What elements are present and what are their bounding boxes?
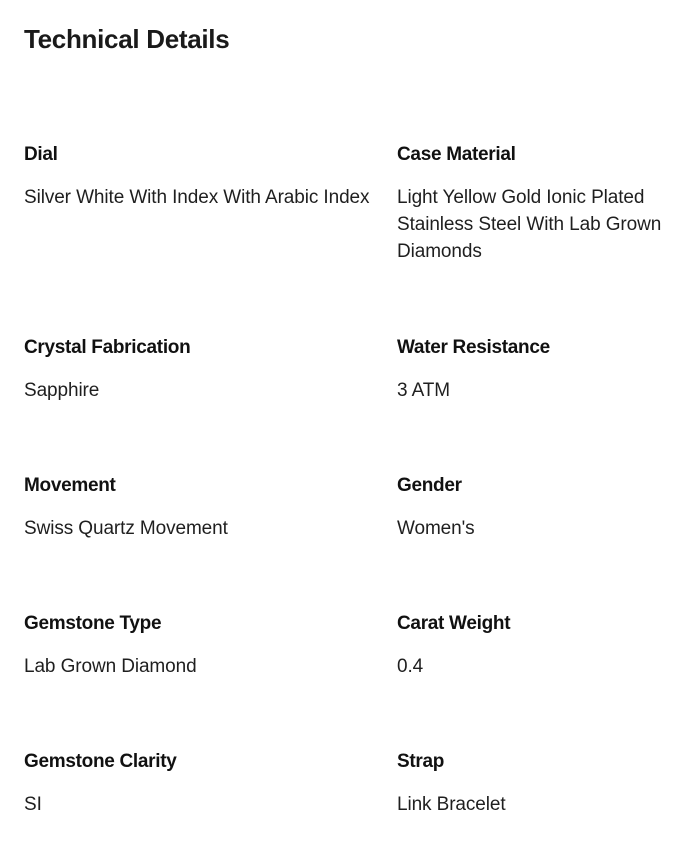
spec-label: Gemstone Type: [24, 613, 162, 634]
spec-case-material: [397, 142, 697, 265]
spec-movement: [24, 473, 376, 542]
spec-value: Light Yellow Gold Ionic Plated Stainless Steel With Lab Grown Diamonds: [397, 187, 662, 262]
spec-value: Sapphire: [24, 380, 100, 401]
spec-carat-weight: [397, 611, 697, 680]
spec-value: SI: [24, 794, 42, 815]
spec-gemstone-clarity: [24, 749, 376, 818]
spec-label: Dial: [24, 144, 58, 165]
spec-value: 0.4: [397, 656, 424, 677]
spec-label: Case Material: [397, 144, 516, 165]
spec-label: Gender: [397, 475, 462, 496]
spec-value: Link Bracelet: [397, 794, 506, 815]
spec-gemstone-type: [24, 611, 376, 680]
spec-value: Silver White With Index With Arabic Index: [24, 187, 370, 208]
spec-value: Women's: [397, 518, 475, 539]
section-title: Technical Details: [24, 24, 230, 54]
spec-value: 3 ATM: [397, 380, 450, 401]
spec-value: Swiss Quartz Movement: [24, 518, 228, 539]
spec-label: Crystal Fabrication: [24, 337, 191, 358]
spec-label: Water Resistance: [397, 337, 550, 358]
spec-label: Gemstone Clarity: [24, 751, 177, 772]
spec-gender: [397, 473, 697, 542]
spec-label: Carat Weight: [397, 613, 511, 634]
spec-strap: [397, 749, 697, 818]
spec-label: Strap: [397, 751, 445, 772]
spec-crystal-fabrication: [24, 335, 376, 404]
spec-label: Movement: [24, 475, 116, 496]
spec-value: Lab Grown Diamond: [24, 656, 197, 677]
spec-dial: [24, 142, 376, 211]
spec-water-resistance: [397, 335, 697, 404]
